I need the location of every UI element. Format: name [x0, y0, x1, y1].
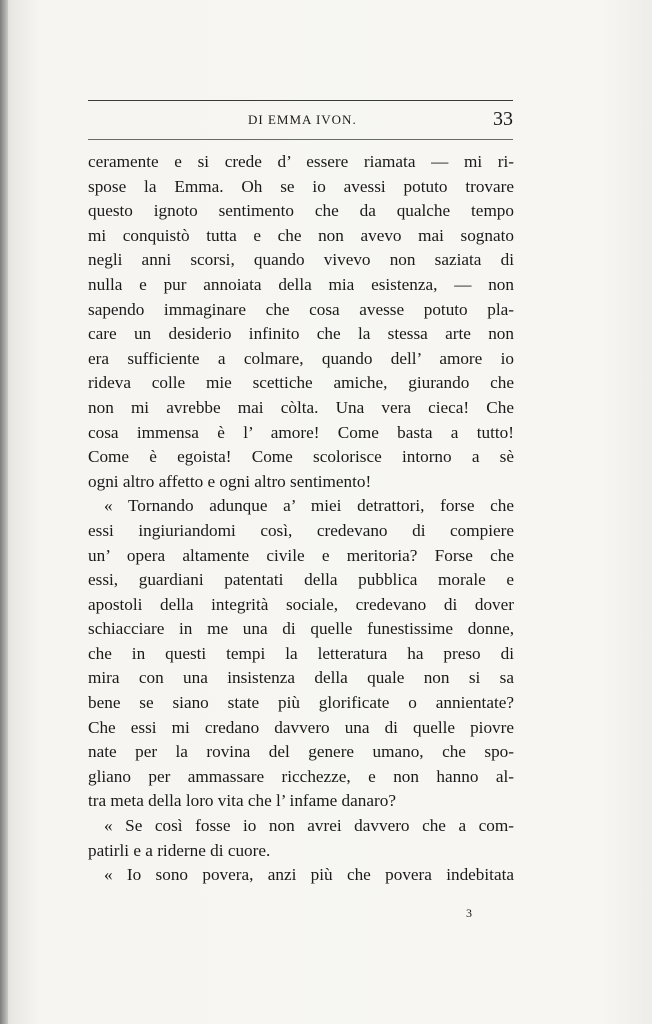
text-line: apostoli della integrità sociale, credevano di dover — [88, 594, 514, 614]
text-line: Che essi mi credano davvero una di quelle piovre — [88, 717, 514, 737]
text-line: schiacciare in me una di quelle funestissime donne, — [88, 619, 514, 639]
text-line: sapendo immaginare che cosa avesse potuto pla- — [88, 299, 514, 319]
text-line: essi, guardiani patentati della pubblica morale e — [88, 570, 514, 590]
text-line: « Se così fosse io non avrei davvero che a com- — [104, 816, 514, 836]
text-line: mira con una insistenza della quale non si sa — [88, 668, 514, 688]
body-text — [88, 150, 514, 888]
text-line: Come è egoista! Come scolorisce intorno a sè — [88, 447, 514, 467]
text-line: era sufficiente a colmare, quando dell’ amore io — [88, 348, 514, 368]
text-line: patirli e a riderne di cuore. — [88, 840, 271, 860]
text-line: cosa immensa è l’ amore! Come basta a tutto! — [88, 422, 514, 442]
text-line: care un desiderio infinito che la stessa arte non — [88, 324, 514, 344]
text-line: negli anni scorsi, quando vivevo non saziata di — [88, 250, 514, 270]
header-rule — [88, 139, 513, 140]
text-line: ceramente e si crede d’ essere riamata — mi ri- — [88, 152, 514, 171]
top-rule — [88, 100, 513, 101]
running-title: DI EMMA IVON. — [248, 112, 357, 127]
binding-edge — [0, 0, 8, 1024]
text-line: che in questi tempi la letteratura ha preso di — [88, 643, 514, 663]
signature-mark: 3 — [466, 906, 472, 920]
text-line: bene se siano state più glorificate o annientate? — [88, 693, 514, 713]
text-line: essi ingiuriandomi così, credevano di compiere — [88, 520, 514, 540]
page-number: 33 — [493, 108, 513, 130]
text-line: gliano per ammassare ricchezze, e non hanno al- — [88, 766, 514, 786]
text-line: un’ opera altamente civile e meritoria? Forse che — [88, 545, 514, 565]
text-line: mi conquistò tutta e che non avevo mai sognato — [88, 225, 514, 245]
text-line: spose la Emma. Oh se io avessi potuto trovare — [88, 176, 514, 196]
text-line: nulla e pur annoiata della mia esistenza, — non — [88, 274, 514, 294]
text-line: rideva colle mie scettiche amiche, giurando che — [88, 373, 514, 393]
text-line: « Tornando adunque a’ miei detrattori, forse che — [104, 496, 514, 516]
text-line: tra meta della loro vita che l’ infame danaro? — [88, 791, 396, 811]
text-line: « Io sono povera, anzi più che povera indebitata — [104, 865, 514, 885]
text-line: non mi avrebbe mai còlta. Una vera cieca! Che — [88, 397, 514, 417]
text-line: questo ignoto sentimento che da qualche tempo — [88, 201, 514, 221]
running-head — [88, 108, 513, 134]
text-line: nate per la rovina del genere umano, che spo- — [88, 742, 514, 762]
text-line: ogni altro affetto e ogni altro sentimento! — [88, 471, 372, 491]
